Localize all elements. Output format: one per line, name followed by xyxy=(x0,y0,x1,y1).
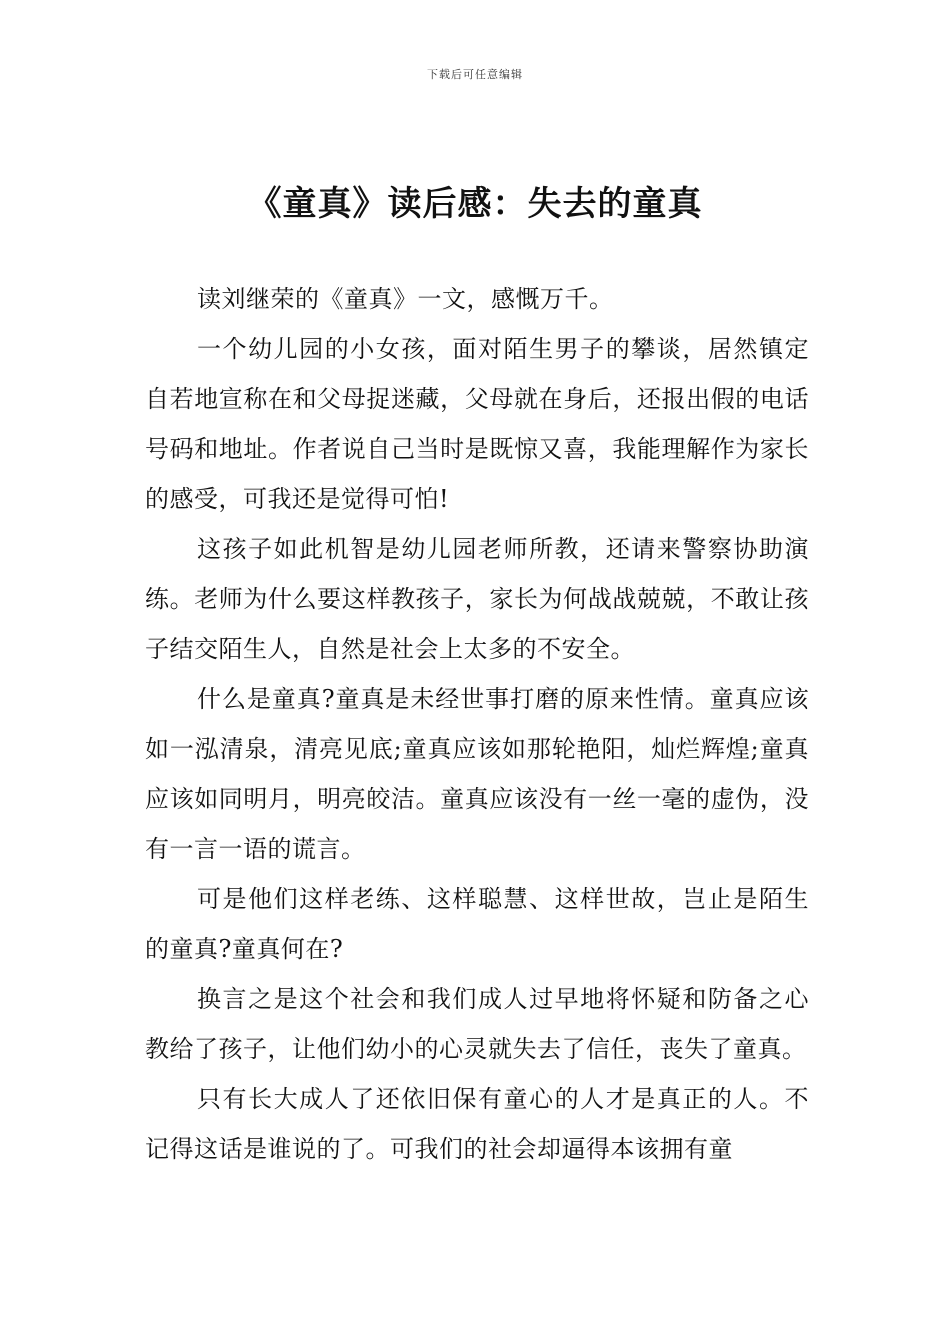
paragraph-4: 什么是童真?童真是未经世事打磨的原来性情。童真应该如一泓清泉，清亮见底;童真应该如那轮艳阳，灿烂辉煌;童真应该如同明月，明亮皎洁。童真应该没有一丝一毫的虚伪，没有一言一语的谎言。 xyxy=(145,685,809,863)
paragraph-2: 一个幼儿园的小女孩，面对陌生男子的攀谈，居然镇定自若地宣称在和父母捉迷藏，父母就在身后，还报出假的电话号码和地址。作者说自己当时是既惊又喜，我能理解作为家长的感受，可我还是觉得可怕! xyxy=(145,335,809,513)
paragraph-1: 读刘继荣的《童真》一文，感慨万千。 xyxy=(197,285,614,313)
paragraph-7: 只有长大成人了还依旧保有童心的人才是真正的人。不记得这话是谁说的了。可我们的社会却逼得本该拥有童 xyxy=(145,1085,809,1163)
paragraph-3: 这孩子如此机智是幼儿园老师所教，还请来警察协助演练。老师为什么要这样教孩子，家长为何战战兢兢，不敢让孩子结交陌生人，自然是社会上太多的不安全。 xyxy=(145,535,809,663)
page-header-note: 下载后可任意编辑 xyxy=(427,68,523,81)
paragraph-6: 换言之是这个社会和我们成人过早地将怀疑和防备之心教给了孩子，让他们幼小的心灵就失去了信任，丧失了童真。 xyxy=(145,985,809,1063)
paragraph-5: 可是他们这样老练、这样聪慧、这样世故，岂止是陌生的童真?童真何在? xyxy=(145,885,809,963)
document-body xyxy=(145,274,809,1174)
document-title: 《童真》读后感：失去的童真 xyxy=(247,184,703,224)
